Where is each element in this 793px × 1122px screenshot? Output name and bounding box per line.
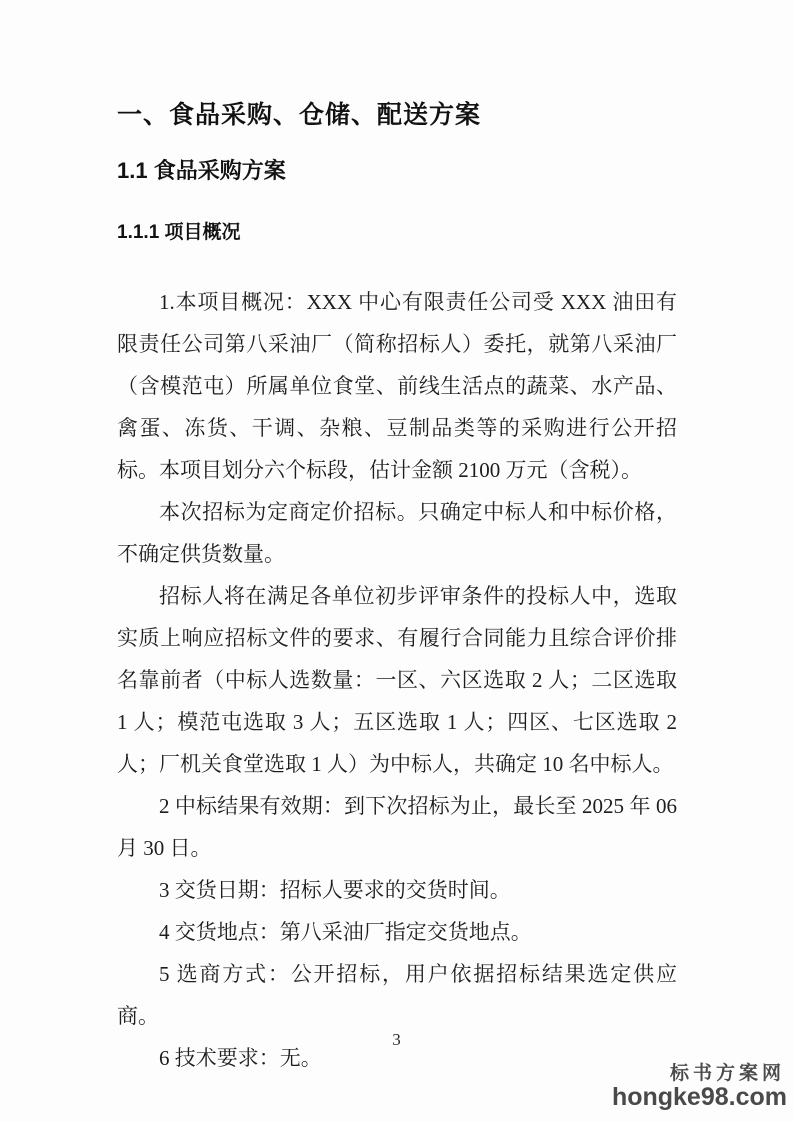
paragraph-bid-type: 本次招标为定商定价招标。只确定中标人和中标价格，不确定供货数量。 — [117, 500, 677, 566]
paragraph-delivery-place: 4 交货地点：第八采油厂指定交货地点。 — [159, 920, 532, 944]
heading-section: 1.1 食品采购方案 — [117, 158, 286, 183]
watermark — [612, 1064, 787, 1110]
heading-subsection: 1.1.1 项目概况 — [117, 222, 241, 243]
document-body — [117, 281, 677, 1079]
watermark-site-url: hongke98.com — [611, 1082, 787, 1111]
paragraph-validity-period: 2 中标结果有效期：到下次招标为止，最长至 2025 年 06 月 30 日。 — [117, 794, 677, 860]
paragraph-selection-method: 5 选商方式：公开招标，用户依据招标结果选定供应商。 — [117, 962, 677, 1028]
paragraph-winner-selection: 招标人将在满足各单位初步评审条件的投标人中，选取实质上响应招标文件的要求、有履行合同能力且综合评价排名靠前者（中标人选数量：一区、六区选取 2 人；二区选取 1 人；模范屯选取 3 人；五区选取 1 人；四区、七区选取 2 人；厂机关食堂选取 1 人）为中标人，共确定 10 名中标人。 — [117, 584, 677, 776]
paragraph-delivery-date: 3 交货日期：招标人要求的交货时间。 — [159, 878, 511, 902]
paragraph-project-overview: 1.本项目概况：XXX 中心有限责任公司受 XXX 油田有限责任公司第八采油厂（简称招标人）委托，就第八采油厂（含模范屯）所属单位食堂、前线生活点的蔬菜、水产品、禽蛋、冻货、干调、杂粮、豆制品类等的采购进行公开招标。本项目划分六个标段，估计金额 2100 万元（含税）。 — [117, 290, 677, 482]
paragraph-technical-requirements: 6 技术要求：无。 — [159, 1046, 322, 1070]
page-number: 3 — [392, 1030, 401, 1049]
watermark-site-name: 标书方案网 — [669, 1062, 785, 1084]
heading-chapter: 一、食品采购、仓储、配送方案 — [117, 101, 482, 129]
page-footer — [0, 1030, 793, 1050]
